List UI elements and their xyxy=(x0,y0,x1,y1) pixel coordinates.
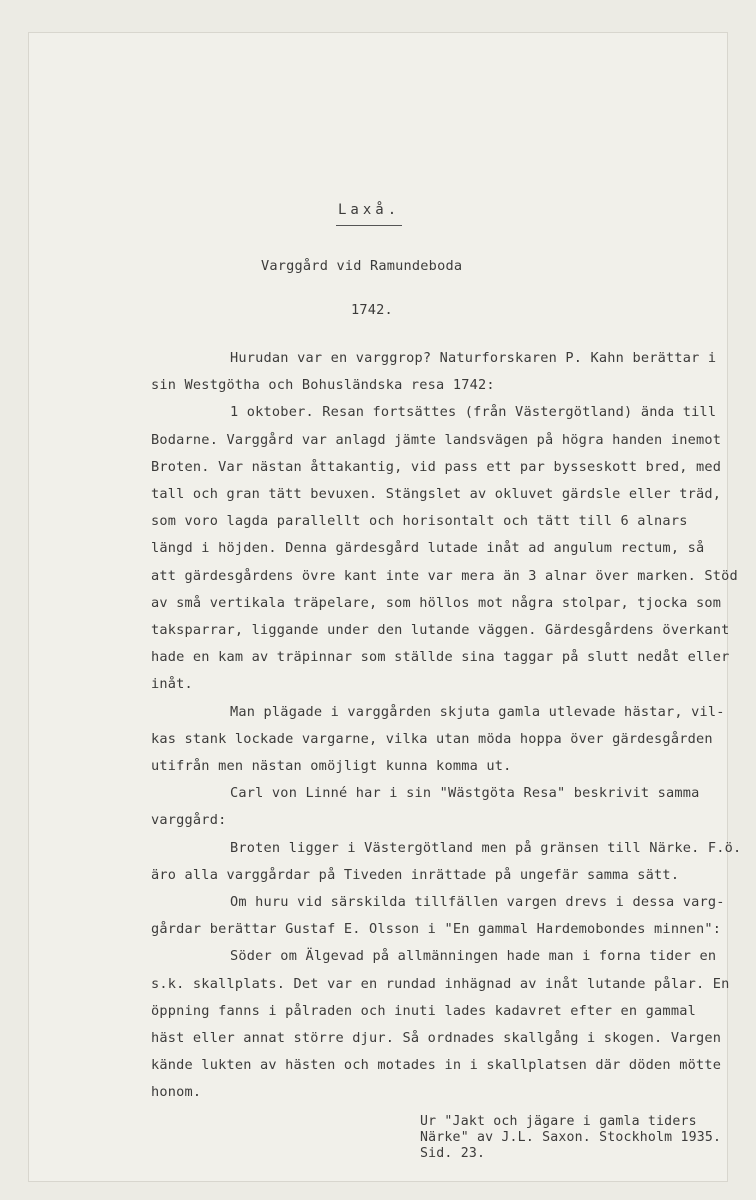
text-line: taksparrar, liggande under den lutande väggen. Gärdesgårdens överkant xyxy=(151,622,730,638)
text-line: Om huru vid särskilda tillfällen vargen drevs i dessa varg- xyxy=(230,894,725,910)
text-line: hade en kam av träpinnar som ställde sina taggar på slutt nedåt eller xyxy=(151,649,730,666)
document-title: Laxå. xyxy=(338,202,401,218)
text-line: kände lukten av hästen och motades in i skallplatsen där döden mötte xyxy=(151,1057,722,1074)
text-line: Broten ligger i Västergötland men på gränsen till Närke. F.ö. xyxy=(230,839,742,856)
text-line: honom. xyxy=(151,1084,202,1101)
text-line: Hurudan var en varggrop? Naturforskaren P. Kahn berättar i xyxy=(230,350,717,366)
text-line: öppning fanns i pålraden och inuti lades kadavret efter en gammal xyxy=(151,1002,696,1019)
title-underline xyxy=(336,225,402,226)
text-line: av små vertikala träpelare, som höllos mot några stolpar, tjocka som xyxy=(151,594,722,611)
text-line: äro alla varggårdar på Tiveden inrättade på ungefär samma sätt. xyxy=(151,866,680,883)
text-line: att gärdesgårdens övre kant inte var mera än 3 alnar över marken. Stöd xyxy=(151,567,738,584)
document-subtitle: Varggård vid Ramundeboda xyxy=(261,258,463,274)
citation-line: Ur "Jakt och jägare i gamla tiders xyxy=(420,1114,697,1129)
text-line: häst eller annat större djur. Så ordnades skallgång i skogen. Vargen xyxy=(151,1030,722,1046)
text-line: Broten. Var nästan åttakantig, vid pass ett par bysseskott bred, med xyxy=(151,458,722,475)
text-line: sin Westgötha och Bohusländska resa 1742: xyxy=(151,377,495,394)
citation-line: Sid. 23. xyxy=(420,1146,486,1161)
document-year: 1742. xyxy=(351,302,393,318)
text-line: Söder om Älgevad på allmänningen hade man i forna tider en xyxy=(230,948,717,965)
text-line: som voro lagda parallellt och horisontalt och tätt till 6 alnars xyxy=(151,513,688,530)
text-line: utifrån men nästan omöjligt kunna komma ut. xyxy=(151,758,512,774)
text-line: varggård: xyxy=(151,812,227,829)
text-line: gårdar berättar Gustaf E. Olsson i "En gammal Hardemobondes minnen": xyxy=(151,921,722,938)
text-line: tall och gran tätt bevuxen. Stängslet av okluvet gärdsle eller träd, xyxy=(151,486,722,502)
text-line: inåt. xyxy=(151,676,193,693)
text-line: längd i höjden. Denna gärdesgård lutade inåt ad angulum rectum, så xyxy=(151,540,705,557)
citation-line: Närke" av J.L. Saxon. Stockholm 1935. xyxy=(420,1130,722,1145)
text-line: Man plägade i varggården skjuta gamla utlevade hästar, vil- xyxy=(230,703,725,720)
text-line: s.k. skallplats. Det var en rundad inhägnad av inåt lutande pålar. En xyxy=(151,975,730,992)
text-line: Bodarne. Varggård var anlagd jämte landsvägen på högra handen inemot xyxy=(151,431,722,448)
text-line: kas stank lockade vargarne, vilka utan möda hoppa över gärdesgården xyxy=(151,730,713,747)
text-line: 1 oktober. Resan fortsättes (från Västergötland) ända till xyxy=(230,404,717,421)
text-line: Carl von Linné har i sin "Wästgöta Resa" beskrivit samma xyxy=(230,785,700,802)
